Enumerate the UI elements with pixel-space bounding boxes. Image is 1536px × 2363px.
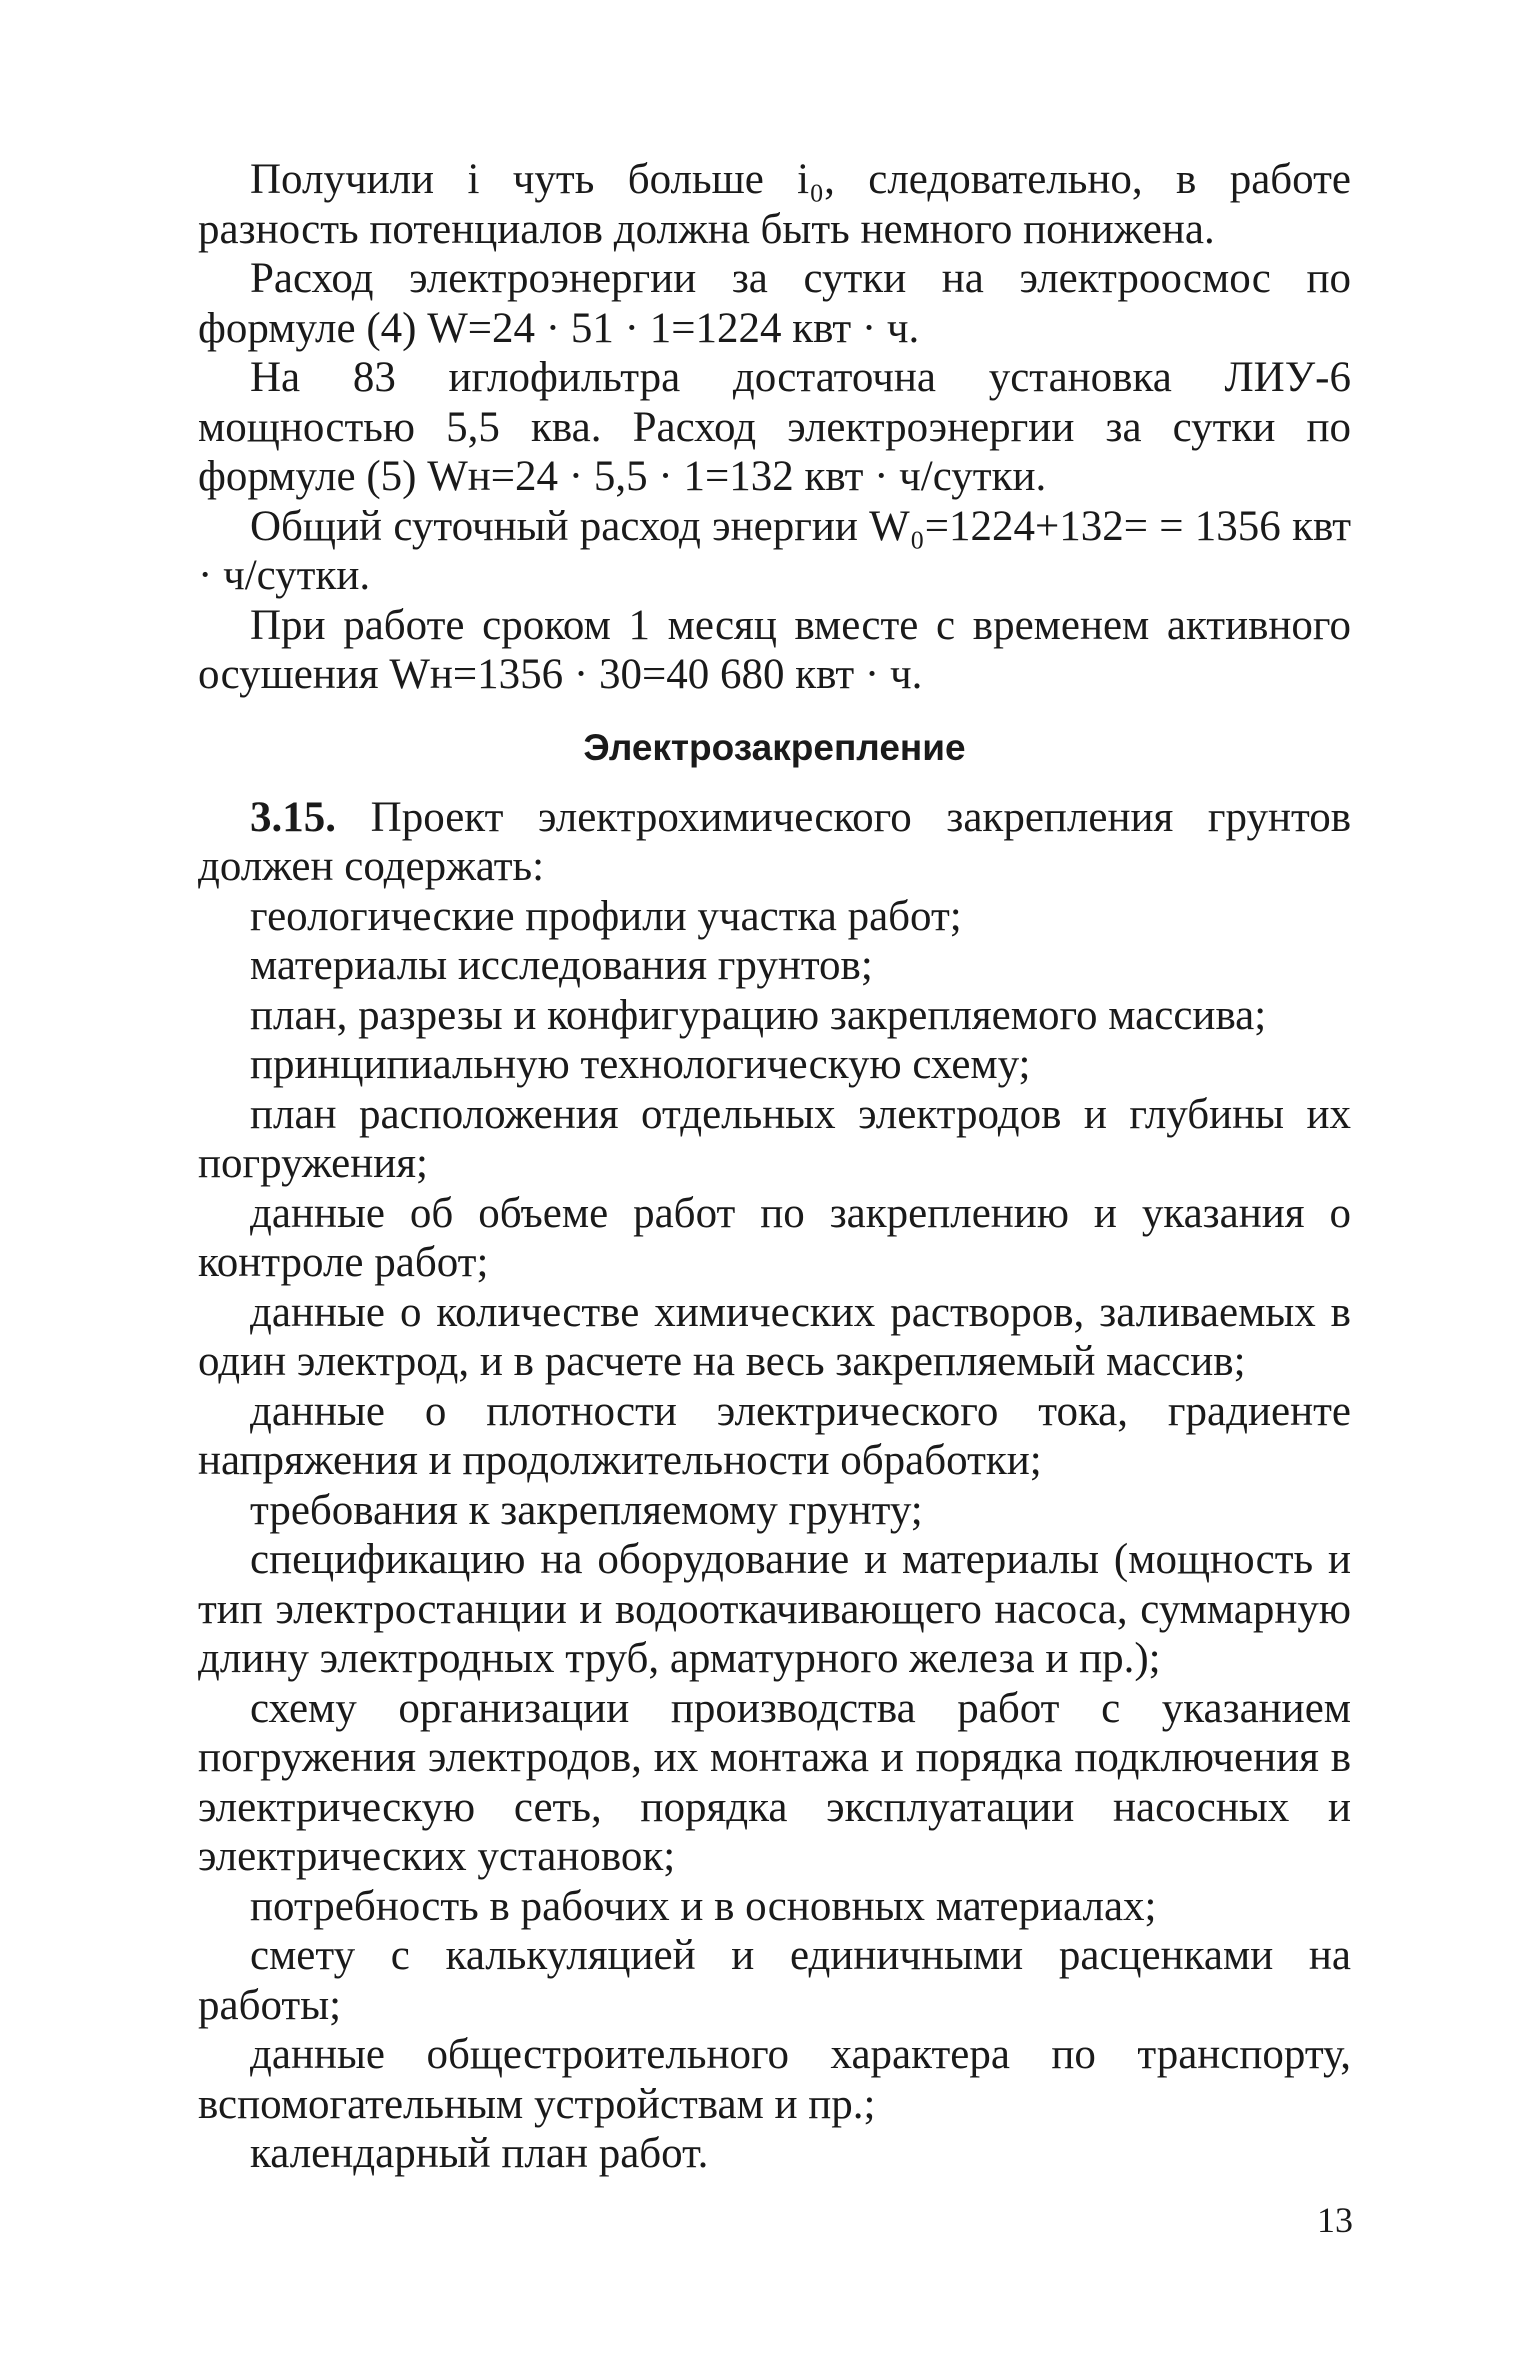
list-item: потребность в рабочих и в основных материалах; [250,1882,1157,1930]
list-item: материалы исследования грунтов; [250,942,873,989]
document-page [198,155,1351,2179]
paragraph-daily-total: Общий суточный расход энергии W₀=1224+132= = 1356 квт · ч/сутки. [198,502,1351,599]
paragraph-potential: Получили i чуть больше i₀, следовательно, в работе разность потенциалов должна быть немного понижена. [198,156,1351,253]
list-item: требования к закрепляемому грунту; [250,1486,923,1534]
list-item: данные об объеме работ по закреплению и указания о контроле работ; [198,1189,1351,1286]
paragraph-electroosmosis-energy: Расход электроэнергии за сутки на электроосмос по формуле (4) W=24 · 51 · 1=1224 квт · ч. [198,255,1351,352]
list-item: принципиальную технологическую схему; [250,1041,1031,1088]
section-intro-paragraph [198,793,1351,892]
list-item: смету с калькуляцией и единичными расценками на работы; [198,1932,1351,2029]
list-item: данные о плотности электрического тока, градиенте напряжения и продолжительности обработки; [198,1387,1351,1484]
list-item: спецификацию на оборудование и материалы (мощность и тип электростанции и водооткачивающего насоса, суммарную длину электродных труб, арматурного железа и пр.); [198,1536,1351,1682]
list-item: схему организации производства работ с указанием погружения электродов, их монтажа и порядка подключения в электрическую сеть, порядка эксплуатации насосных и электрических установок; [198,1684,1351,1880]
list-item: данные о количестве химических растворов, заливаемых в один электрод, и в расчете на весь закрепляемый массив; [198,1288,1351,1385]
list-item: план расположения отдельных электродов и глубины их погружения; [198,1090,1351,1187]
section-heading: Электрозакрепление [583,726,966,768]
list-item: геологические профили участка работ; [250,892,962,940]
section-number: 3.15. [250,793,336,841]
paragraph-monthly-total: При работе сроком 1 месяц вместе с временем активного осушения Wн=1356 · 30=40 680 квт · ч. [198,601,1351,698]
list-item: календарный план работ. [250,2130,709,2177]
list-item: план, разрезы и конфигурацию закрепляемого массива; [250,991,1267,1039]
paragraph-liu6-installation: На 83 иглофильтра достаточна установка ЛИУ-6 мощностью 5,5 ква. Расход электроэнергии за сутки по формуле (5) Wн=24 · 5,5 · 1=132 квт · ч/сутки. [198,354,1351,500]
section-intro-text: Проект электрохимического закрепления грунтов должен содержать: [198,793,1351,890]
list-item: данные общестроительного характера по транспорту, вспомогательным устройствам и пр.; [198,2031,1351,2128]
page-number: 13 [1317,2200,1353,2240]
